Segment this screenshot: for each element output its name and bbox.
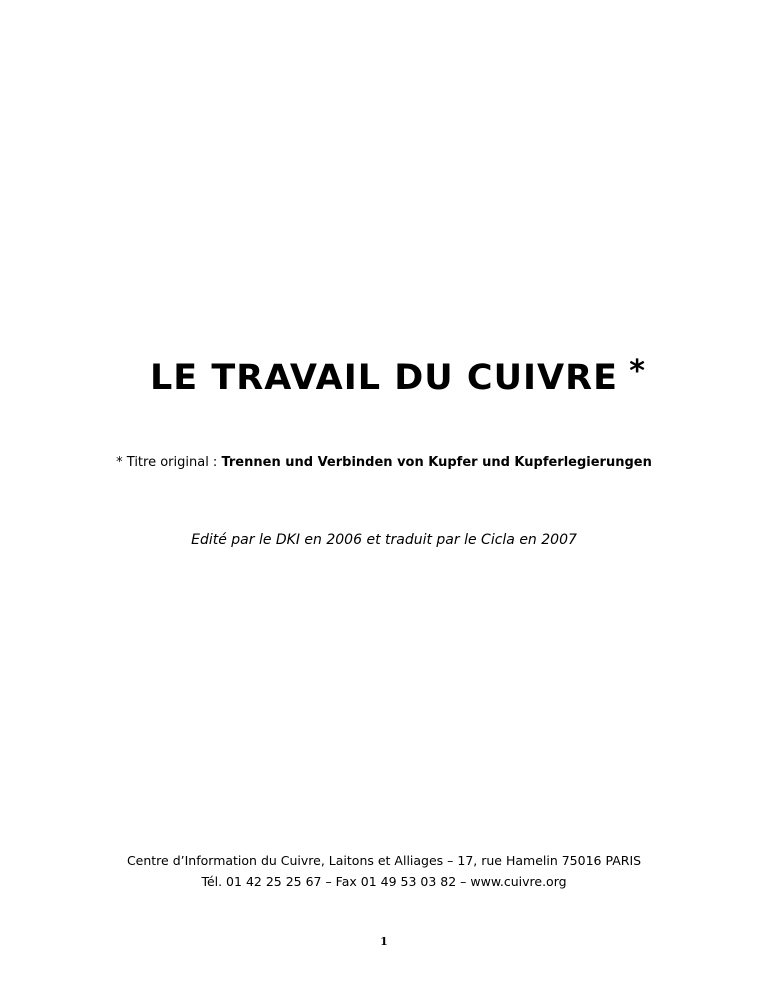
original-german-title: Trennen und Verbinden von Kupfer und Kupferlegierungen	[221, 455, 652, 470]
title-asterisk: *	[629, 354, 646, 389]
document-title	[150, 348, 646, 408]
original-title-note	[0, 453, 768, 473]
publisher-contact: Tél. 01 42 25 25 67 – Fax 01 49 53 03 82 – www.cuivre.org	[201, 874, 567, 889]
page-number: 1	[380, 935, 388, 948]
edition-line: Edité par le DKI en 2006 et traduit par le Cicla en 2007	[191, 532, 577, 548]
publisher-address: Centre d’Information du Cuivre, Laitons et Alliages – 17, rue Hamelin 75016 PARIS	[126, 853, 642, 868]
title-block	[0, 348, 768, 408]
original-title-prefix: * Titre original :	[116, 455, 222, 470]
publisher-footer	[0, 850, 768, 892]
document-title-text: LE TRAVAIL DU CUIVRE	[150, 358, 618, 398]
